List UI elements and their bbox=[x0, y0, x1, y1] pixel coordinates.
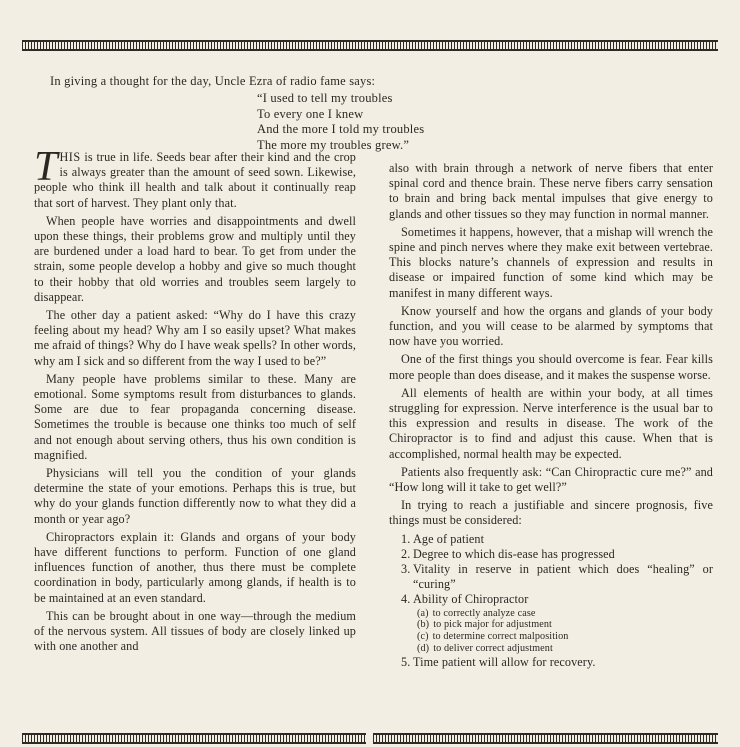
poem-line: The more my troubles grew.” bbox=[257, 137, 410, 152]
paragraph: All elements of health are within your body, at all times struggling for expression. Nerve interference is the usual bar to this expression and results in disease. The work of the Chiropractor is to find and adjust this cause. When that is accomplished, normal health may be expected. bbox=[389, 385, 713, 461]
paragraph: In trying to reach a justifiable and sincere prognosis, five things must be considered: bbox=[389, 498, 713, 528]
paragraph: The other day a patient asked: “Why do I have this crazy feeling about my head? Why am I so easily upset? What makes me afraid of things? Why do I have weak spells? In other words, why am I sick and so different from the way I used to be?” bbox=[34, 308, 356, 368]
paragraph: Know yourself and how the organs and glands of your body function, and you will cease to be alarmed by symptoms that now have you worried. bbox=[389, 303, 713, 349]
list-item: 1. Age of patient bbox=[401, 531, 485, 546]
sub-list-item: (c) to determine correct malposition bbox=[417, 631, 569, 643]
sub-list-item: (a) to correctly analyze case bbox=[417, 607, 536, 619]
poem-line: “I used to tell my troubles bbox=[257, 91, 393, 105]
top-rule bbox=[22, 40, 718, 51]
paragraph: Chiropractors explain it: Glands and organs of your body have different functions to perform. Function of one gland influences function of another, thus there must be complete coordination in body, particularly among glands, if health is to be maintained at an even standard. bbox=[34, 529, 356, 605]
sub-list-item: (b) to pick major for adjustment bbox=[417, 619, 552, 631]
intro-line: In giving a thought for the day, Uncle Ezra of radio fame says: bbox=[50, 74, 376, 88]
sub-list-item: (d) to deliver correct adjustment bbox=[417, 643, 553, 655]
paragraph: This can be brought about in one way—through the medium of the nervous system. All tissues of body are closely linked up with one another and bbox=[34, 608, 356, 654]
sub-list bbox=[417, 608, 713, 655]
right-column bbox=[389, 161, 713, 670]
paragraph: Sometimes it happens, however, that a mishap will wrench the spine and pinch nerves where they make exit between vertebrae. This blocks nature’s channels of expression and results in disease or impaired function of some kind which may be manifest in many different ways. bbox=[389, 224, 713, 300]
paragraph: THIS is true in life. Seeds bear after their kind and the crop is always greater than the amount of seed sown. Likewise, people who think ill health and talk about it continually reap that sort of harvest. They plant only that. bbox=[34, 144, 356, 210]
bottom-rule-left bbox=[22, 733, 366, 744]
paragraph: When people have worries and disappointments and dwell upon these things, their problems grow and multiply until they are burdened under a load hard to bear. To get from under the strain, some people develop a hobby and give so much thought to their hobby that old worries and troubles seem largely to disappear. bbox=[34, 213, 356, 304]
bottom-rule-right bbox=[373, 733, 718, 744]
list-item: 3. Vitality in reserve in patient which does “healing” or “curing” bbox=[401, 562, 713, 592]
considerations-list bbox=[389, 532, 713, 670]
first-word: HIS bbox=[59, 150, 81, 164]
list-item: 5. Time patient will allow for recovery. bbox=[401, 654, 596, 669]
paragraph: also with brain through a network of nerve fibers that enter spinal cord and thence brain. These nerve fibers carry sensation to brain and bring back mental impulses that give energy to glands and other tissues so they may function in normal manner. bbox=[389, 161, 713, 221]
drop-cap: T bbox=[34, 144, 58, 190]
paragraph: Patients also frequently ask: “Can Chiropractic cure me?” and “How long will it take to get well?” bbox=[389, 464, 713, 495]
paragraph: Many people have problems similar to these. Many are emotional. Some symptoms result from disturbances to glands. Some are due to fear propaganda concerning disease. Sometimes the trouble is because one thinks too much of self and not enough about serving others, thus his own condition is magnified. bbox=[34, 371, 356, 462]
poem bbox=[257, 91, 424, 153]
paragraph: Physicians will tell you the condition of your glands determine the state of your emotions. Perhaps this is true, but why do your glands function differently now to what they did a month or year ago? bbox=[34, 466, 356, 526]
list-item: 2. Degree to which dis-ease has progressed bbox=[401, 546, 615, 561]
poem-line: To every one I knew bbox=[257, 106, 364, 121]
paragraph: One of the first things you should overcome is fear. Fear kills more people than does disease, and it makes the suspense worse. bbox=[389, 352, 713, 382]
left-column bbox=[34, 144, 356, 658]
poem-line: And the more I told my troubles bbox=[257, 122, 425, 136]
list-item: 4. Ability of Chiropractor (a) to correctly analyze case (b) to pick major for adjustment (c) to determine correct malposition (d) to deliver correct adjustment bbox=[389, 592, 713, 654]
